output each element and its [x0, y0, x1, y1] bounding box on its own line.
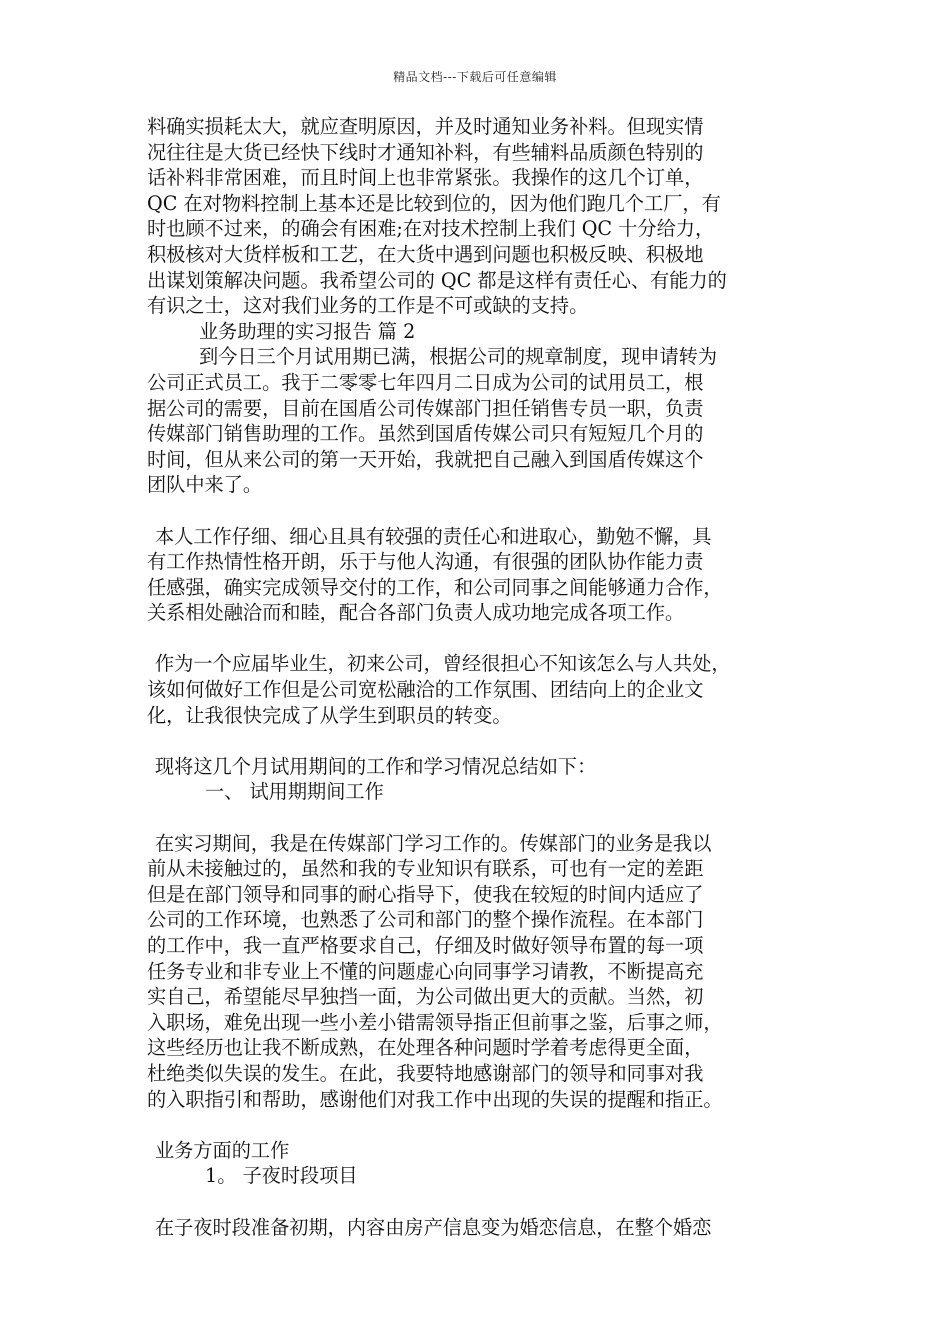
text-line: 的工作中，我一直严格要求自己，仔细及时做好领导布置的每一项	[147, 934, 704, 957]
spacer	[147, 728, 807, 754]
text-line: 实自己，希望能尽早独挡一面，为公司做出更大的贡献。当然，初	[147, 985, 704, 1009]
text-line: QC 在对物料控制上基本还是比较到位的，因为他们跑几个工厂，有	[147, 191, 721, 215]
spacer	[147, 1112, 807, 1138]
text-line: 公司的工作环境，也熟悉了公司和部门的整个操作流程。在本部门	[147, 908, 704, 932]
text-line: 公司正式员工。我于二零零七年四月二日成为公司的试用员工，根	[147, 370, 704, 394]
text-line: 团队中来了。	[147, 473, 263, 497]
text-line: 话补料非常困难，而且时间上也非常紧张。我操作的这几个订单，	[147, 166, 704, 190]
document-body	[147, 114, 807, 1240]
text-line: 传媒部门销售助理的工作。虽然到国盾传媒公司只有短短几个月的	[147, 422, 704, 446]
text-line: 据公司的需要，目前在国盾公司传媒部门担任销售专员一职，负责	[147, 396, 704, 420]
text-line: 入职场，难免出现一些小差小错需领导指正但前事之鉴，后事之师，	[147, 1010, 723, 1034]
text-line: 任感强，确实完成领导交付的工作，和公司同事之间能够通力合作，	[147, 575, 723, 599]
spacer	[147, 498, 807, 524]
text-line: 本人工作仔细、细心且具有较强的责任心和进取心，勤勉不懈，具	[155, 524, 712, 548]
text-line: 积极核对大货样板和工艺，在大货中遇到问题也积极反映、积极地	[147, 242, 704, 266]
text-line: 时也顾不过来，的确会有困难;在对技术控制上我们 QC 十分给力，	[147, 217, 715, 241]
spacer	[147, 1189, 807, 1215]
section-title: 业务助理的实习报告 篇 2	[199, 319, 416, 343]
text-line: 化，让我很快完成了从学生到职员的转变。	[147, 703, 512, 727]
text-line: 时间，但从来公司的第一天开始，我就把自己融入到国盾传媒这个	[147, 447, 704, 471]
text-line: 料确实损耗太大，就应查明原因，并及时通知业务补料。但现实情	[147, 115, 704, 138]
text-line: 有识之士，这对我们业务的工作是不可或缺的支持。	[147, 294, 589, 318]
section-heading: 一、 试用期期间工作	[205, 780, 384, 804]
text-line: 杜绝类似失误的发生。在此，我要特地感谢部门的领导和同事对我	[147, 1061, 704, 1085]
text-line: 况往往是大货已经快下线时才通知补料，有些辅料品质颜色特别的	[147, 140, 704, 164]
text-line: 到今日三个月试用期已满，根据公司的规章制度，现申请转为	[199, 345, 718, 369]
text-line: 的入职指引和帮助，感谢他们对我工作中出现的失误的提醒和指正。	[147, 1087, 723, 1111]
spacer	[147, 805, 807, 831]
page-header: 精品文档---下载后可任意编辑	[393, 70, 557, 84]
text-line: 该如何做好工作但是公司宽松融洽的工作氛围、团结向上的企业文	[147, 678, 704, 702]
text-line: 任务专业和非专业上不懂的问题虚心向同事学习请教，不断提高充	[147, 959, 704, 983]
paragraph	[147, 831, 807, 1113]
paragraph	[147, 114, 807, 319]
paragraph	[147, 344, 807, 498]
text-line: 关系相处融洽而和睦，配合各部门负责人成功地完成各项工作。	[147, 601, 685, 625]
text-line: 有工作热情性格开朗，乐于与他人沟通，有很强的团队协作能力责	[147, 550, 704, 574]
text-line: 前从未接触过的，虽然和我的专业知识有联系，可也有一定的差距	[147, 857, 704, 881]
text-line: 但是在部门领导和同事的耐心指导下，使我在较短的时间内适应了	[147, 882, 704, 906]
text-line: 现将这几个月试用期间的工作和学习情况总结如下：	[155, 754, 597, 778]
text-line: 这些经历也让我不断成熟，在处理各种问题时学着考虑得更全面，	[147, 1036, 704, 1060]
section-heading: 业务方面的工作	[155, 1138, 290, 1162]
paragraph	[147, 524, 807, 626]
text-line: 出谋划策解决问题。我希望公司的 QC 都是这样有责任心、有能力的	[147, 268, 727, 292]
subsection-heading: 1。 子夜时段项目	[205, 1164, 358, 1188]
text-line: 在子夜时段准备初期，内容由房产信息变为婚恋信息，在整个婚恋	[155, 1215, 712, 1239]
paragraph	[147, 651, 807, 728]
text-line: 在实习期间，我是在传媒部门学习工作的。传媒部门的业务是我以	[155, 831, 712, 855]
text-line: 作为一个应届毕业生，初来公司，曾经很担心不知该怎么与人共处，	[155, 652, 731, 676]
spacer	[147, 626, 807, 652]
